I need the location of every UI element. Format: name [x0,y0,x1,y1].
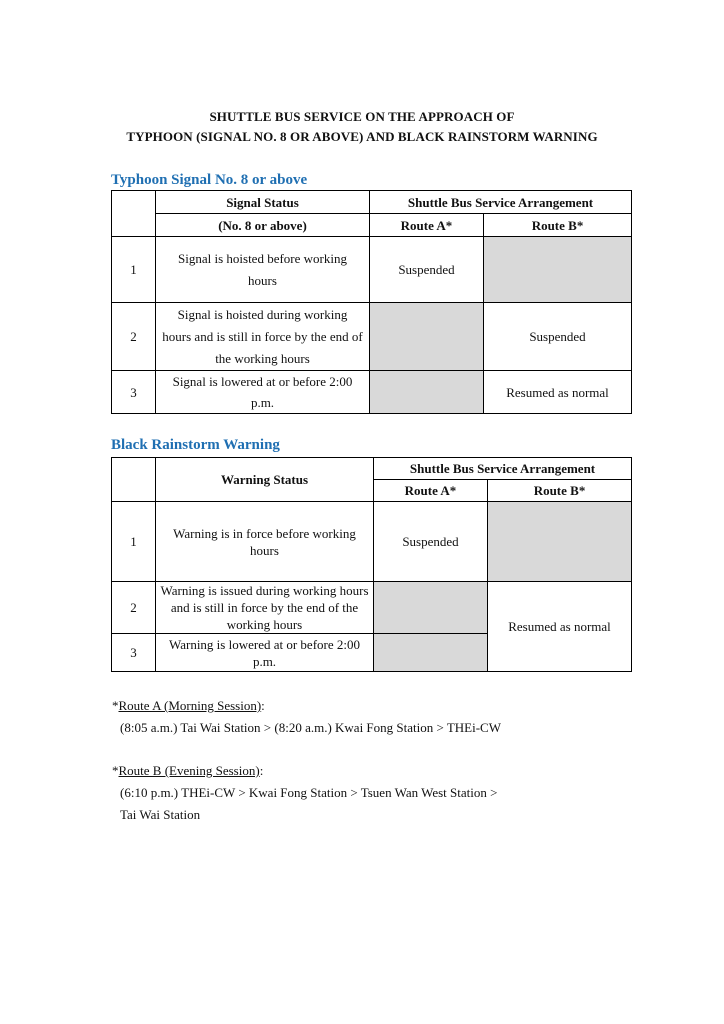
route-b-detail-line-1: (6:10 p.m.) THEi-CW > Kwai Fong Station > Tsuen Wan West Station > [120,785,498,800]
typhoon-row-1-status: Signal is hoisted before working hours [156,237,370,303]
typhoon-section-heading: Typhoon Signal No. 8 or above [111,172,308,188]
rainstorm-row-3-no: 3 [112,634,156,672]
route-b-detail-line-2: Tai Wai Station [120,807,201,822]
route-a-label: Route A (Morning Session) [118,698,262,713]
rainstorm-header-status: Warning Status [156,458,374,502]
route-b-label: Route B (Evening Session) [118,763,260,778]
typhoon-row-2-no: 2 [112,303,156,371]
rainstorm-section-heading: Black Rainstorm Warning [111,437,280,453]
rainstorm-header-no [112,458,156,502]
typhoon-header-arrangement: Shuttle Bus Service Arrangement [370,191,632,214]
typhoon-row-3-status: Signal is lowered at or before 2:00 p.m. [156,371,370,414]
typhoon-row-1-route-b [484,237,632,303]
typhoon-row-3-route-a [370,371,484,414]
typhoon-header-status-line2: (No. 8 or above) [156,214,370,237]
document-title-line-2: TYPHOON (SIGNAL NO. 8 OR ABOVE) AND BLACK RAINSTORM WARNING [126,129,598,144]
route-a-note-heading [112,695,501,717]
route-b-note [112,760,497,826]
table-row [112,582,632,634]
table-row [112,237,632,303]
typhoon-table [111,190,632,414]
route-a-note [112,695,501,739]
typhoon-row-3-route-b: Resumed as normal [484,371,632,414]
rainstorm-header-route-b: Route B* [488,480,632,502]
rainstorm-row-3-route-a [374,634,488,672]
rainstorm-row-1-status: Warning is in force before working hours [156,502,374,582]
rainstorm-row-1-route-a: Suspended [374,502,488,582]
route-a-detail: (8:05 a.m.) Tai Wai Station > (8:20 a.m.) Kwai Fong Station > THEi-CW [120,720,501,735]
typhoon-row-2-route-b: Suspended [484,303,632,371]
table-row [112,303,632,371]
typhoon-header-route-b: Route B* [484,214,632,237]
route-a-colon: : [261,698,265,713]
typhoon-row-1-no: 1 [112,237,156,303]
table-row [112,371,632,414]
typhoon-row-1-route-a: Suspended [370,237,484,303]
document-title-line-1: SHUTTLE BUS SERVICE ON THE APPROACH OF [209,109,515,124]
rainstorm-row-3-status: Warning is lowered at or before 2:00 p.m. [156,634,374,672]
route-b-colon: : [259,763,264,778]
typhoon-header-route-a: Route A* [370,214,484,237]
typhoon-header-no [112,191,156,237]
rainstorm-row-2-status: Warning is issued during working hours and is still in force by the end of the working hours [156,582,374,634]
rainstorm-header-arrangement: Shuttle Bus Service Arrangement [374,458,632,480]
route-b-asterisk: * [112,763,119,778]
typhoon-row-2-route-a [370,303,484,371]
rainstorm-header-route-a: Route A* [374,480,488,502]
rainstorm-row-1-route-b [488,502,632,582]
table-row [112,502,632,582]
rainstorm-row-1-no: 1 [112,502,156,582]
route-b-note-heading [112,760,497,782]
rainstorm-route-b-merged: Resumed as normal [488,582,632,672]
rainstorm-row-2-route-a [374,582,488,634]
typhoon-row-2-status: Signal is hoisted during working hours and is still in force by the end of the working hours [156,303,370,371]
route-a-asterisk: * [112,698,119,713]
rainstorm-row-2-no: 2 [112,582,156,634]
typhoon-header-status-line1: Signal Status [156,191,370,214]
typhoon-row-3-no: 3 [112,371,156,414]
rainstorm-table [111,457,632,672]
